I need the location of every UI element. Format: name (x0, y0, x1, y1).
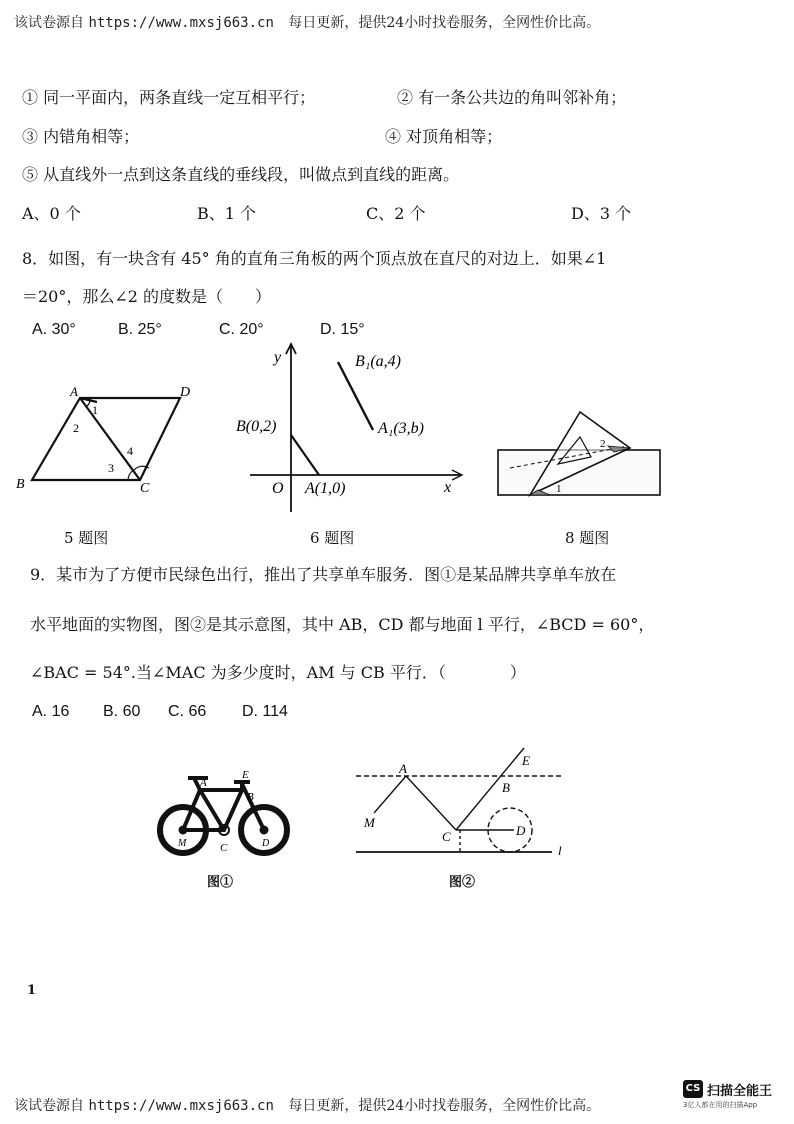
figure-8-ruler-triangle (490, 400, 670, 505)
camscanner-name: 扫描全能王 (707, 1084, 773, 1099)
fig8-angle-1: 1 (556, 483, 562, 495)
q8-option-d[interactable]: D. 15° (320, 321, 365, 338)
segment-a1b1 (338, 362, 373, 430)
page-number: 1 (27, 983, 37, 998)
figure-2-schematic (352, 745, 577, 860)
fig6-label-b: B(0,2) (236, 418, 277, 435)
q9-stem-line1: 9．某市为了方便市民绿色出行，推出了共享单车服务．图①是某品牌共享单车放在 (30, 565, 617, 584)
q7-option-c[interactable]: C、2 个 (366, 204, 426, 223)
q9-stem-line2: 水平地面的实物图，图②是其示意图，其中 AB，CD 都与地面 l 平行，∠BCD = 60°， (30, 615, 655, 634)
fig8-caption: 8 题图 (565, 529, 610, 547)
camscanner-watermark (683, 1078, 789, 1112)
header-slogan: 每日更新，提供24小时找卷服务，全网性价比高。 (288, 15, 601, 31)
segment-am (374, 776, 406, 813)
fig5-angle-1: 1 (92, 403, 98, 417)
q7-option-d[interactable]: D、3 个 (571, 204, 632, 223)
fig5-label-a: A (70, 384, 78, 399)
fig5-label-d: D (180, 385, 191, 400)
q9-stem-line3: ∠BAC = 54°.当∠MAC 为多少度时，AM 与 CB 平行．（ ） (30, 663, 526, 682)
q8-option-b[interactable]: B. 25° (118, 321, 162, 338)
q7-statement-1: ① 同一平面内，两条直线一定互相平行； (22, 88, 316, 107)
q7-option-b[interactable]: B、1 个 (197, 204, 257, 223)
fig6-label-a: A(1,0) (305, 480, 346, 497)
page-footer (14, 1095, 600, 1115)
fig5-angle-3: 3 (108, 461, 114, 475)
fig5-label-c: C (140, 481, 150, 495)
segment-ac (406, 776, 456, 830)
fig2-label-m: M (364, 815, 375, 830)
fig8-angle-2: 2 (600, 438, 606, 450)
fig5-label-b: B (16, 477, 25, 492)
q7-option-a[interactable]: A、0 个 (22, 204, 81, 223)
fig5-angle-2: 2 (73, 421, 79, 435)
fig6-label-y: y (274, 349, 282, 366)
figure-5-parallelogram (10, 380, 210, 495)
fig2-caption: 图② (449, 875, 476, 890)
fig5-caption: 5 题图 (64, 529, 109, 547)
fig2-label-d: D (516, 823, 526, 838)
fig1-label-b: B (247, 791, 254, 803)
fig2-label-b: B (502, 780, 510, 795)
camscanner-tagline: 3亿人都在用的扫描App (683, 1101, 758, 1109)
fig2-label-e: E (522, 753, 530, 768)
fig5-angle-4: 4 (127, 444, 133, 458)
fig2-label-a: A (399, 761, 407, 776)
q7-statement-3: ③ 内错角相等； (22, 127, 140, 146)
fig1-label-a: A (200, 777, 207, 789)
footer-url-link[interactable]: https://www.mxsj663.cn (88, 1098, 274, 1114)
fig2-label-c: C (442, 829, 451, 844)
fig6-label-b1: B₁(a,4) (355, 353, 401, 370)
fig6-label-a1: A₁(3,b) (378, 420, 424, 437)
q7-statement-5: ⑤ 从直线外一点到这条直线的垂线段，叫做点到直线的距离。 (22, 165, 460, 184)
segment-ab (291, 435, 319, 475)
q9-option-a[interactable]: A. 16 (32, 703, 70, 720)
segment-ce (456, 748, 524, 830)
fig1-label-m: M (178, 838, 187, 849)
figure-6-coordinates (230, 340, 470, 515)
q7-statement-4: ④ 对顶角相等； (385, 127, 503, 146)
q8-stem-line1: 8．如图，有一块含有 45° 角的直角三角板的两个顶点放在直尺的对边上．如果∠1 (22, 249, 607, 268)
fig1-label-d: D (262, 838, 270, 849)
parallelogram-shape (32, 398, 180, 480)
fig1-label-e: E (242, 769, 249, 781)
q8-stem-line2: ＝20°，那么∠2 的度数是（ ） (22, 287, 272, 306)
header-url-link[interactable]: https://www.mxsj663.cn (88, 15, 274, 31)
q9-option-d[interactable]: D. 114 (242, 703, 288, 720)
q7-statement-2: ② 有一条公共边的角叫邻补角； (397, 88, 627, 107)
fig6-label-x: x (444, 479, 452, 496)
q8-option-a[interactable]: A. 30° (32, 321, 76, 338)
fig1-label-c: C (220, 842, 228, 854)
header-source-label: 该试卷源自 (14, 15, 84, 31)
q8-option-c[interactable]: C. 20° (219, 321, 264, 338)
q9-option-c[interactable]: C. 66 (168, 703, 207, 720)
fig6-caption: 6 题图 (310, 529, 355, 547)
footer-source-label: 该试卷源自 (14, 1098, 84, 1114)
fig6-label-o: O (272, 480, 284, 497)
footer-slogan: 每日更新，提供24小时找卷服务，全网性价比高。 (288, 1098, 601, 1114)
q9-option-b[interactable]: B. 60 (103, 703, 141, 720)
fig2-label-l: l (558, 843, 562, 858)
page-header (14, 12, 600, 32)
figure-1-bicycle (150, 762, 300, 857)
camscanner-logo-icon: CS (683, 1080, 703, 1098)
fig1-caption: 图① (207, 875, 234, 890)
